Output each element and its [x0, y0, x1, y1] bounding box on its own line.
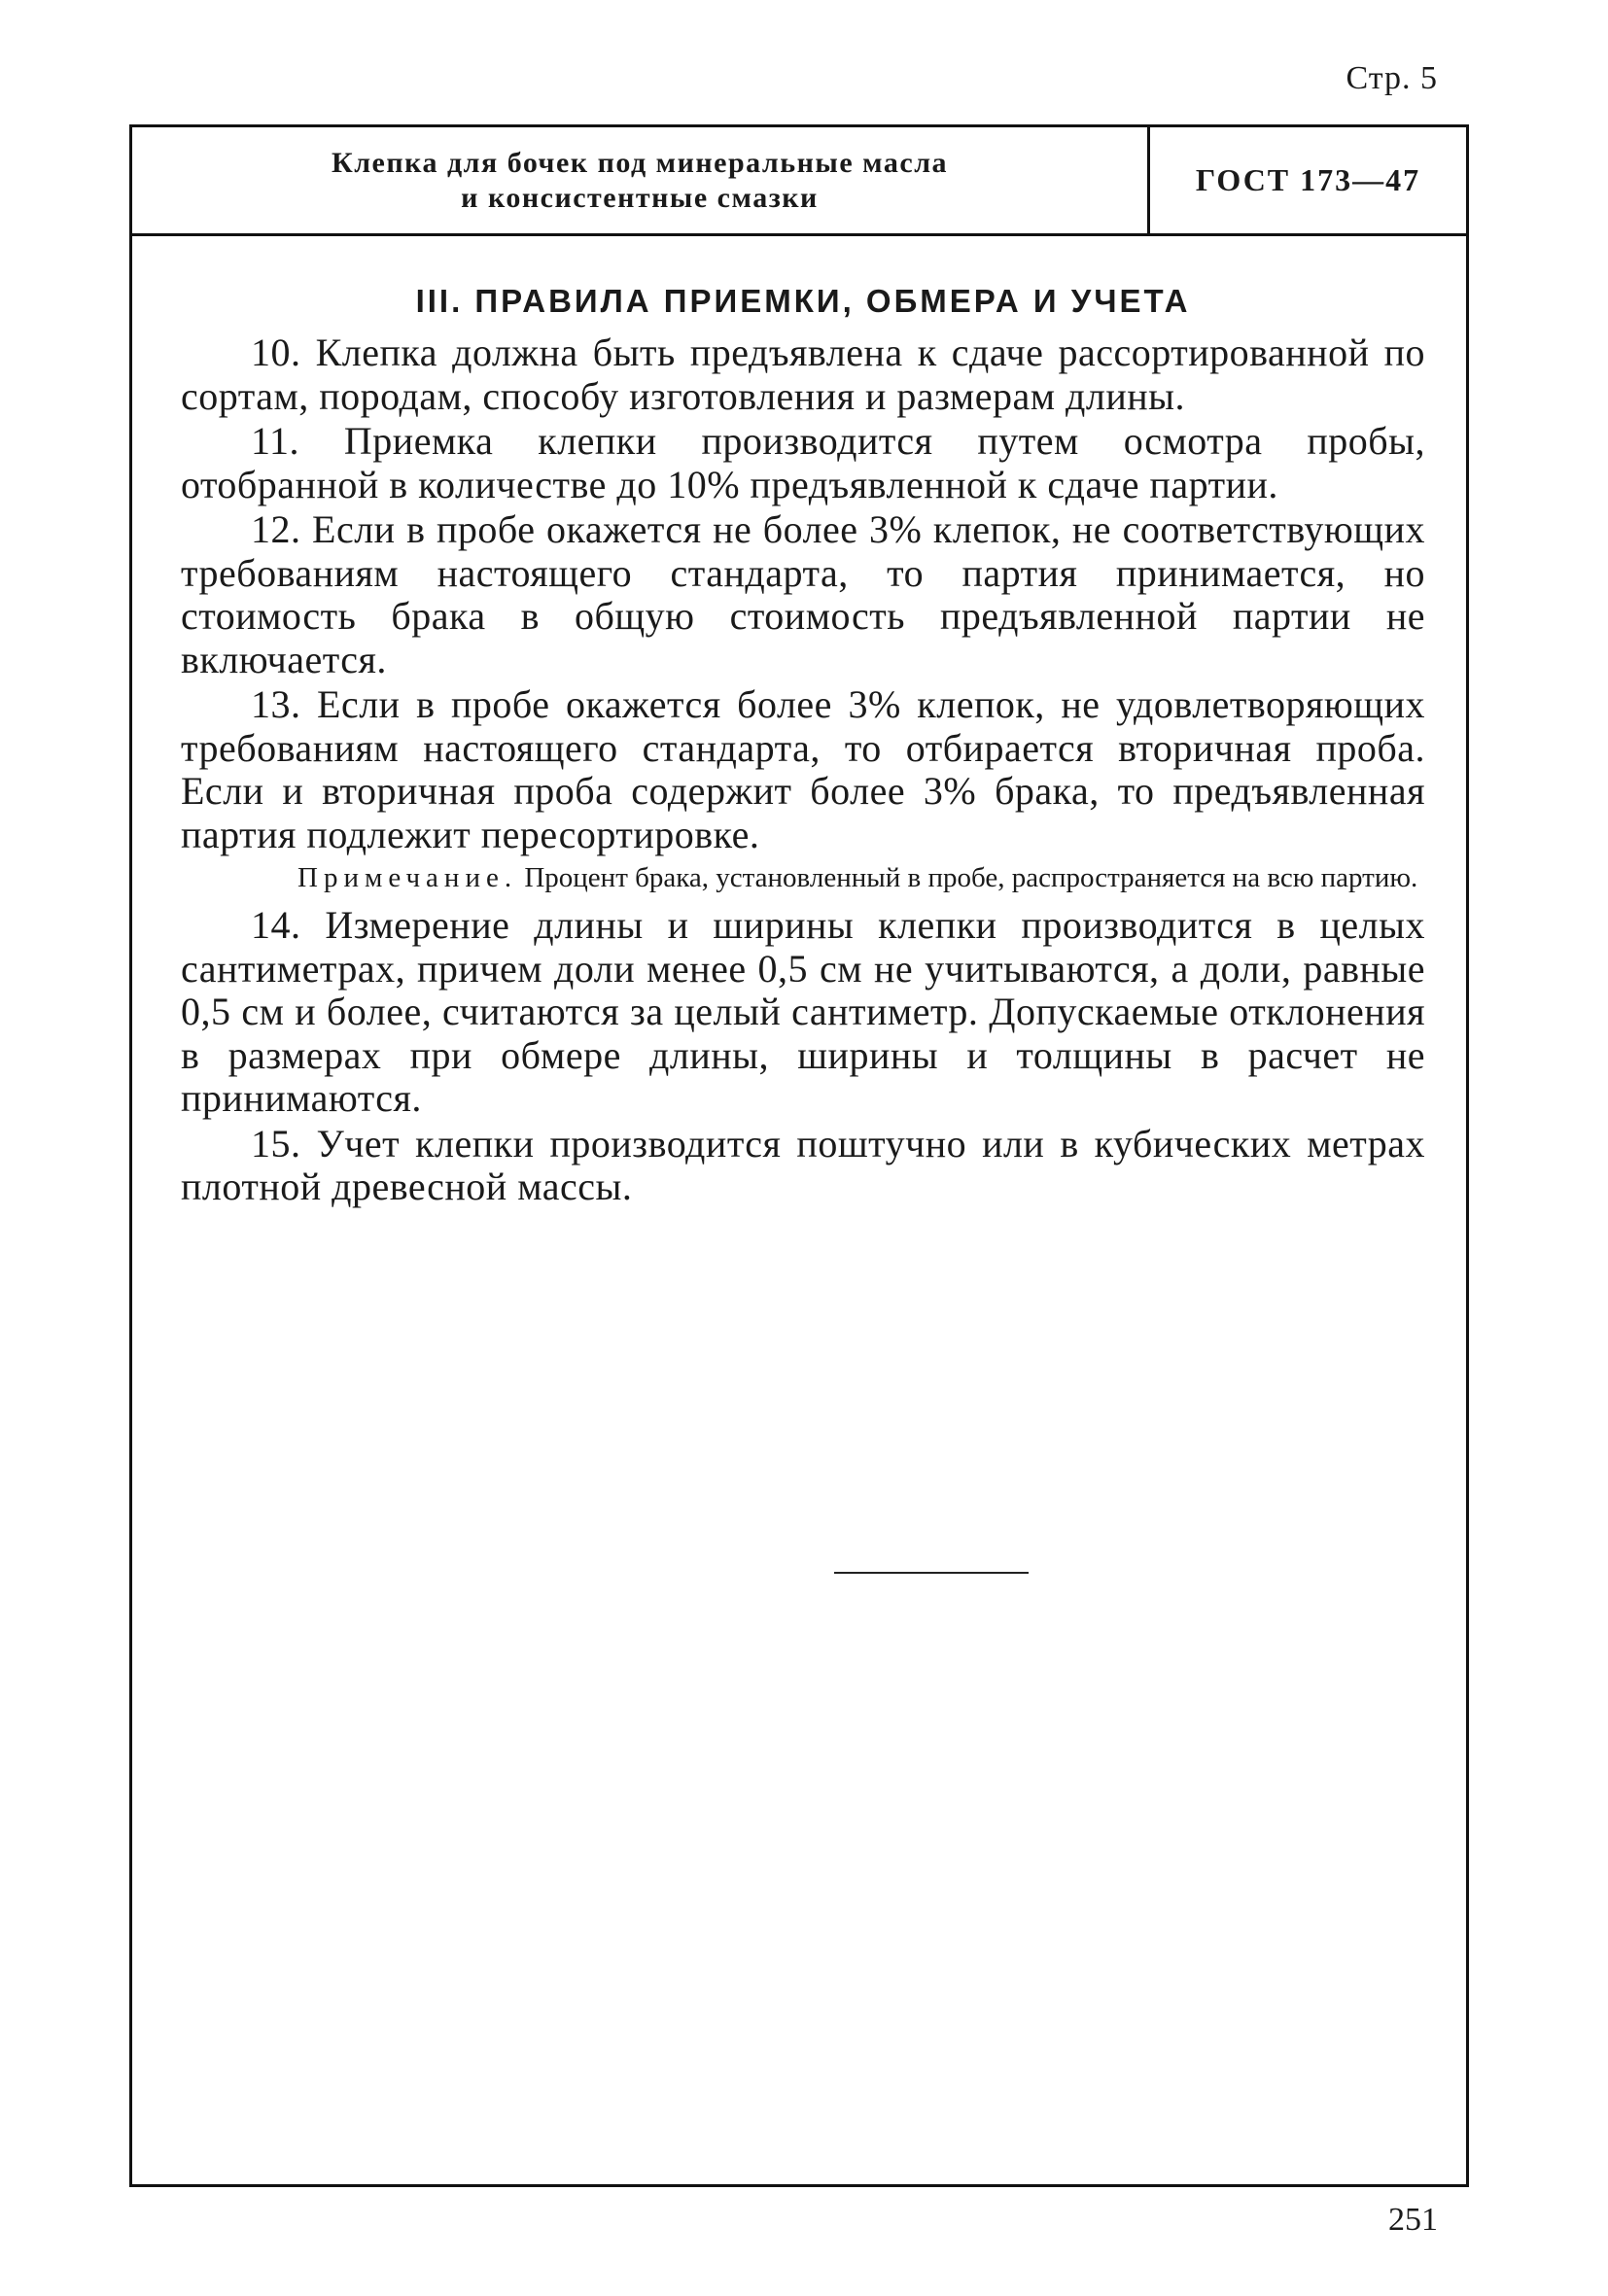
paragraph-13: 13. Если в пробе окажется более 3% клепок, не удовлетворяющих требованиям настоящего стандарта, то отбирается вторичная проба. Если и вторичная проба содержит более 3% брака, то предъявленная партия подлежит пересортировке. — [181, 682, 1425, 856]
paragraph-12: 12. Если в пробе окажется не более 3% клепок, не соответствующих требованиям настоящего стандарта, то партия принимается, но стоимость брака в общую стоимость предъявленной партии не включается. — [181, 507, 1425, 681]
page-frame — [129, 124, 1469, 2187]
document-body — [181, 283, 1425, 1211]
end-rule — [834, 1572, 1029, 1574]
paragraph-10: 10. Клепка должна быть предъявлена к сдаче рассортированной по сортам, породам, способу изготовления и размерам длины. — [181, 330, 1425, 418]
paragraph-15: 15. Учет клепки производится поштучно или в кубических метрах плотной древесной массы. — [181, 1121, 1425, 1208]
note — [181, 860, 1425, 896]
header-title — [132, 127, 1150, 233]
header-title-line-1: Клепка для бочек под минеральные масла — [331, 146, 949, 179]
note-text: Процент брака, установленный в пробе, распространяется на всю партию. — [524, 862, 1418, 893]
document-header — [132, 127, 1466, 236]
page-label: Стр. 5 — [1346, 60, 1438, 96]
paragraph-11: 11. Приемка клепки производится путем осмотра пробы, отобранной в количестве до 10% предъявленной к сдаче партии. — [181, 419, 1425, 506]
section-title: III. ПРАВИЛА ПРИЕМКИ, ОБМЕРА И УЧЕТА — [415, 283, 1191, 319]
paragraph-14: 14. Измерение длины и ширины клепки производится в целых сантиметрах, причем доли менее 0,5 см не учитываются, а доли, равные 0,5 см и более, считаются за целый сантиметр. Допускаемые отклонения в размерах при обмере длины, ширины и толщины в расчет не принимаются. — [181, 903, 1425, 1120]
page-number: 251 — [1388, 2202, 1438, 2238]
standard-code: ГОСТ 173—47 — [1195, 162, 1421, 197]
note-label: Примечание. — [297, 862, 518, 893]
header-title-line-2: и консистентные смазки — [461, 181, 819, 214]
